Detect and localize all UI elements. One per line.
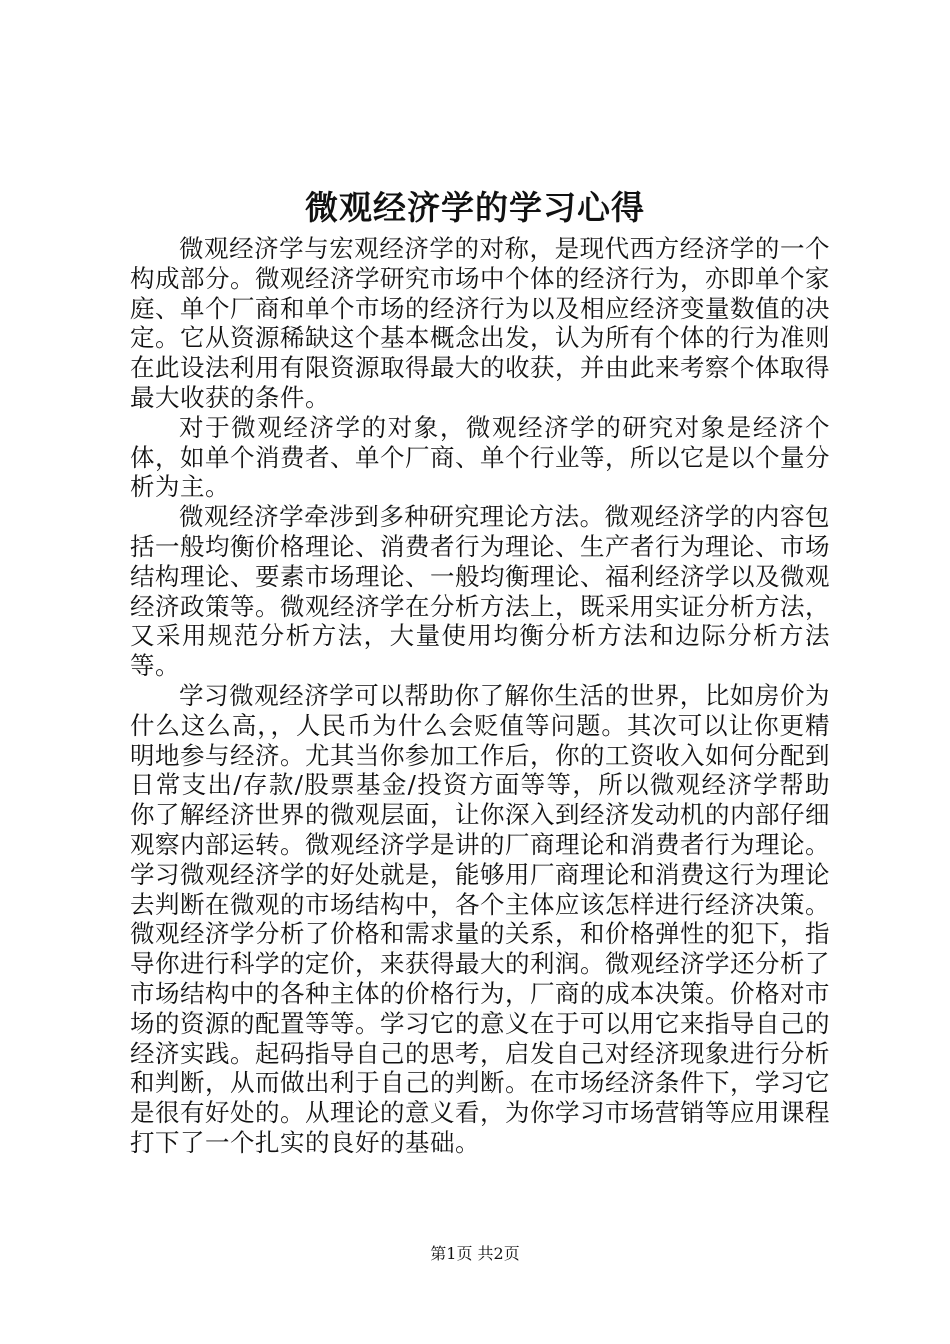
paragraph-3: 微观经济学牵涉到多种研究理论方法。微观经济学的内容包括一般均衡价格理论、消费者行为理论、生产者行为理论、市场结构理论、要素市场理论、一般均衡理论、福利经济学以及微观经济政策等。微观经济学在分析方法上，既采用实证分析方法，又采用规范分析方法，大量使用均衡分析方法和边际分析方法等。 <box>130 502 830 681</box>
document-title: 微观经济学的学习心得 <box>305 188 645 227</box>
document-body <box>130 234 830 1158</box>
paragraph-1: 微观经济学与宏观经济学的对称，是现代西方经济学的一个构成部分。微观经济学研究市场中个体的经济行为，亦即单个家庭、单个厂商和单个市场的经济行为以及相应经济变量数值的决定。它从资源稀缺这个基本概念出发，认为所有个体的行为准则在此设法利用有限资源取得最大的收获，并由此来考察个体取得最大收获的条件。 <box>130 234 830 412</box>
page-footer: 第1页 共2页 <box>430 1244 520 1263</box>
paragraph-4: 学习微观经济学可以帮助你了解你生活的世界，比如房价为什么这么高，，人民币为什么会贬值等问题。其次可以让你更精明地参与经济。尤其当你参加工作后，你的工资收入如何分配到日常支出/存款/股票基金/投资方面等等，所以微观经济学帮助你了解经济世界的微观层面，让你深入到经济发动机的内部仔细观察内部运转。微观经济学是讲的厂商理论和消费者行为理论。学习微观经济学的好处就是，能够用厂商理论和消费这行为理论去判断在微观的市场结构中，各个主体应该怎样进行经济决策。微观经济学分析了价格和需求量的关系，和价格弹性的犯下，指导你进行科学的定价，来获得最大的利润。微观经济学还分析了市场结构中的各种主体的价格行为，厂商的成本决策。价格对市场的资源的配置等等。学习它的意义在于可以用它来指导自己的经济实践。起码指导自己的思考，启发自己对经济现象进行分析和判断，从而做出利于自己的判断。在市场经济条件下，学习它是很有好处的。从理论的意义看，为你学习市场营销等应用课程打下了一个扎实的良好的基础。 <box>130 680 830 1157</box>
paragraph-2: 对于微观经济学的对象，微观经济学的研究对象是经济个体，如单个消费者、单个厂商、单个行业等，所以它是以个量分析为主。 <box>130 412 830 502</box>
